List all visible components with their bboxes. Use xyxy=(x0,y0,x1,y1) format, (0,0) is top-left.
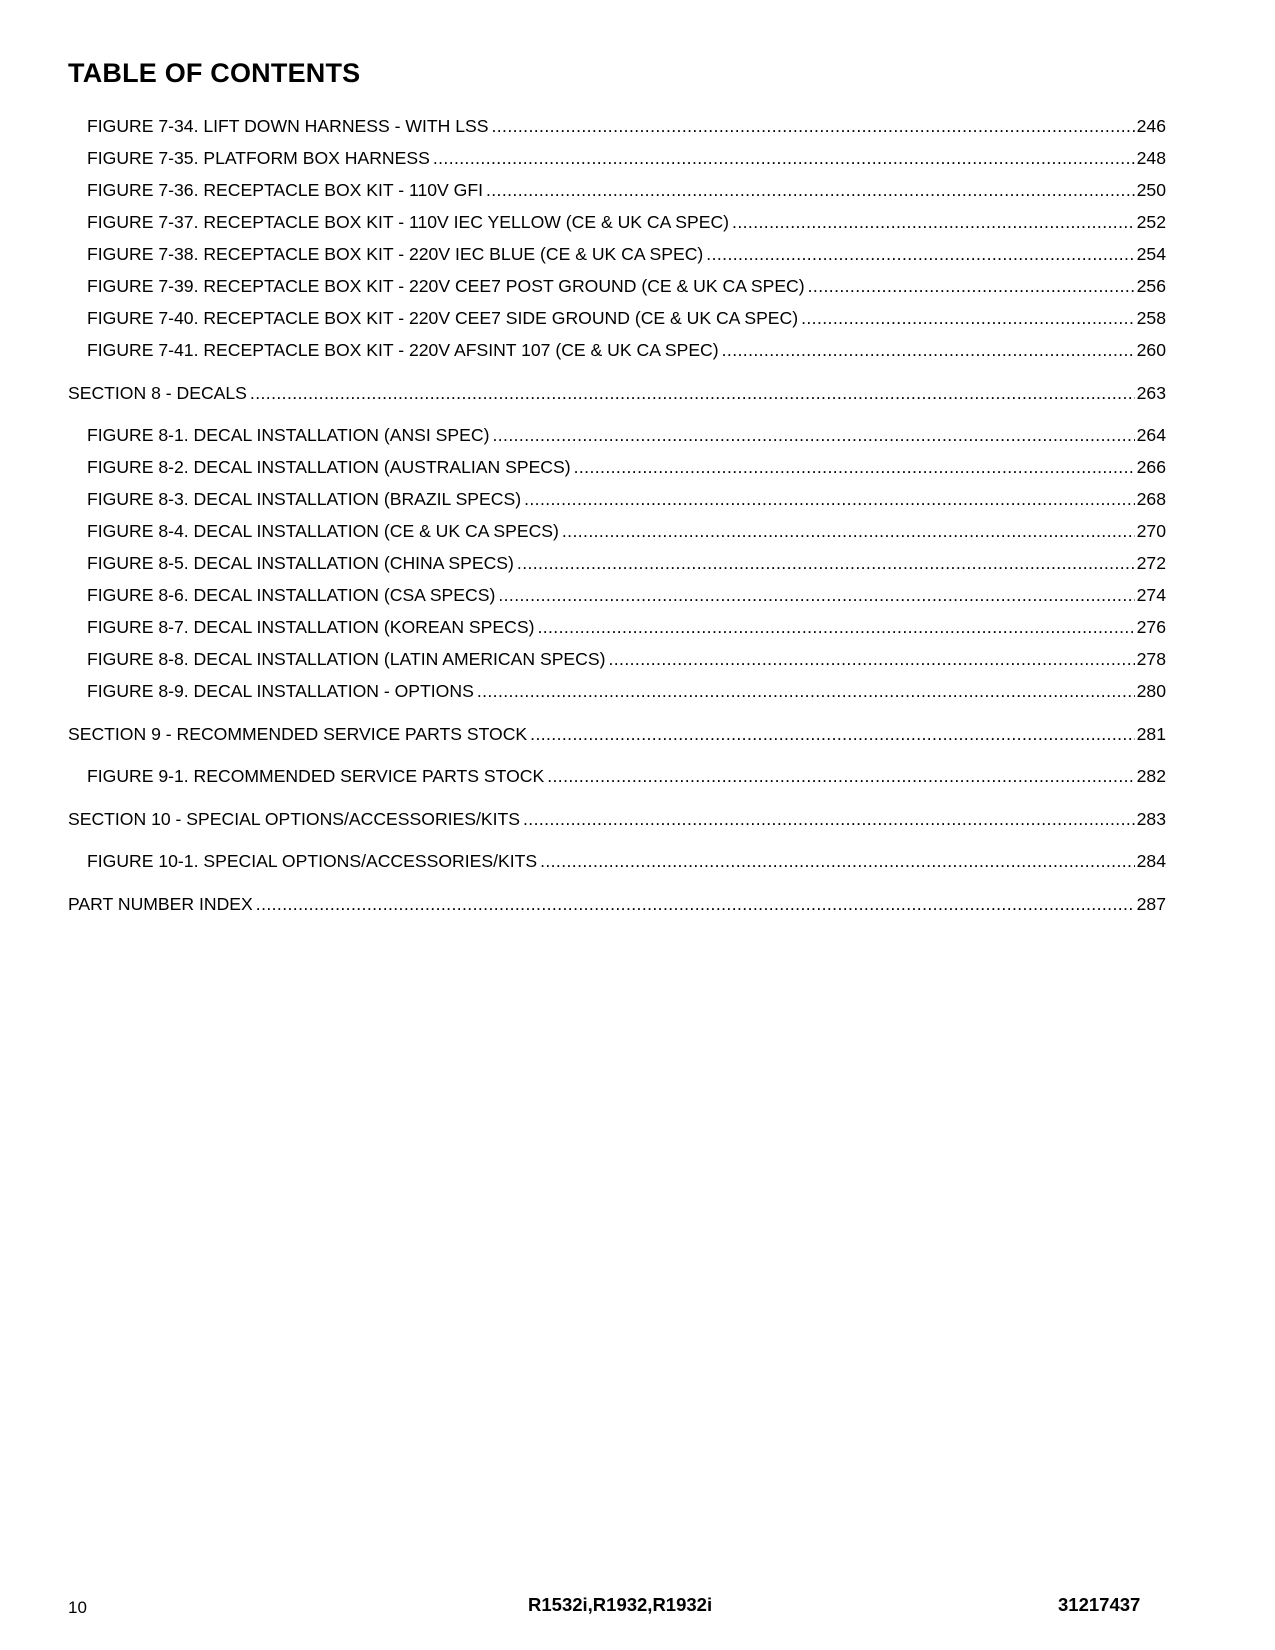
toc-entry-label: FIGURE 10-1. SPECIAL OPTIONS/ACCESSORIES/KITS xyxy=(87,851,538,871)
toc-entry-label: FIGURE 7-40. RECEPTACLE BOX KIT - 220V CEE7 SIDE GROUND (CE & UK CA SPEC) xyxy=(87,308,799,328)
toc-entry-figure-8-8[interactable] xyxy=(68,643,1166,675)
toc-entry-section-8[interactable] xyxy=(68,377,1166,409)
toc-entry-page: 263 xyxy=(1136,382,1166,403)
dot-leader xyxy=(517,547,1135,579)
toc-entry-page: 281 xyxy=(1136,723,1166,744)
toc-entry-figure-8-5[interactable] xyxy=(68,547,1166,579)
toc-entry-section-10[interactable] xyxy=(68,803,1166,835)
toc-entry-page: 254 xyxy=(1136,244,1166,264)
dot-leader xyxy=(498,579,1134,611)
toc-entry-page: 248 xyxy=(1136,148,1166,168)
toc-entry-page: 270 xyxy=(1136,521,1166,541)
toc-entry-label: FIGURE 8-8. DECAL INSTALLATION (LATIN AMERICAN SPECS) xyxy=(87,649,606,669)
toc-entry-label: SECTION 9 - RECOMMENDED SERVICE PARTS STOCK xyxy=(68,723,528,744)
toc-entry-figure-7-40[interactable] xyxy=(68,302,1166,334)
toc-entry-figure-7-36[interactable] xyxy=(68,174,1166,206)
dot-leader xyxy=(524,483,1135,515)
toc-entry-page: 260 xyxy=(1136,340,1166,360)
dot-leader xyxy=(801,302,1135,334)
toc-entry-label: FIGURE 8-4. DECAL INSTALLATION (CE & UK CA SPECS) xyxy=(87,521,559,541)
dot-leader xyxy=(250,377,1135,409)
toc-entry-label: SECTION 10 - SPECIAL OPTIONS/ACCESSORIES/KITS xyxy=(68,808,521,829)
dot-leader xyxy=(722,334,1135,366)
toc-entry-figure-8-2[interactable] xyxy=(68,451,1166,483)
toc-entry-label: FIGURE 8-6. DECAL INSTALLATION (CSA SPECS) xyxy=(87,585,496,605)
toc-entry-page: 284 xyxy=(1136,851,1166,871)
toc-list xyxy=(68,110,1166,930)
toc-entry-label: FIGURE 8-7. DECAL INSTALLATION (KOREAN SPECS) xyxy=(87,617,535,637)
toc-entry-label: FIGURE 8-1. DECAL INSTALLATION (ANSI SPEC) xyxy=(87,425,490,445)
toc-entry-page: 276 xyxy=(1136,617,1166,637)
toc-entry-page: 250 xyxy=(1136,180,1166,200)
toc-entry-label: FIGURE 8-2. DECAL INSTALLATION (AUSTRALIAN SPECS) xyxy=(87,457,571,477)
toc-entry-part-number-index[interactable] xyxy=(68,888,1166,920)
toc-entry-page: 246 xyxy=(1136,116,1166,136)
toc-entry-figure-7-34[interactable] xyxy=(68,110,1166,142)
toc-entry-page: 280 xyxy=(1136,681,1166,701)
toc-entry-label: FIGURE 8-3. DECAL INSTALLATION (BRAZIL SPECS) xyxy=(87,489,522,509)
dot-leader xyxy=(547,760,1134,792)
toc-entry-figure-8-3[interactable] xyxy=(68,483,1166,515)
footer-page-number: 10 xyxy=(68,1598,87,1617)
dot-leader xyxy=(732,206,1135,238)
toc-entry-page: 258 xyxy=(1136,308,1166,328)
toc-entry-figure-8-4[interactable] xyxy=(68,515,1166,547)
footer-model-names: R1532i,R1932,R1932i xyxy=(528,1594,713,1615)
toc-entry-figure-8-7[interactable] xyxy=(68,611,1166,643)
toc-entry-page: 274 xyxy=(1136,585,1166,605)
dot-leader xyxy=(562,515,1135,547)
dot-leader xyxy=(540,845,1135,877)
toc-entry-label: FIGURE 9-1. RECOMMENDED SERVICE PARTS STOCK xyxy=(87,766,545,786)
dot-leader xyxy=(256,888,1135,920)
dot-leader xyxy=(433,142,1135,174)
toc-entry-figure-7-38[interactable] xyxy=(68,238,1166,270)
page-title: TABLE OF CONTENTS xyxy=(68,58,361,88)
toc-entry-label: PART NUMBER INDEX xyxy=(68,893,253,914)
toc-entry-page: 283 xyxy=(1136,808,1166,829)
toc-entry-page: 272 xyxy=(1136,553,1166,573)
dot-leader xyxy=(477,675,1135,707)
toc-entry-page: 264 xyxy=(1136,425,1166,445)
toc-entry-figure-7-41[interactable] xyxy=(68,334,1166,366)
toc-entry-label: FIGURE 7-34. LIFT DOWN HARNESS - WITH LSS xyxy=(87,116,489,136)
toc-entry-label: SECTION 8 - DECALS xyxy=(68,382,247,403)
footer-document-number: 31217437 xyxy=(1058,1594,1141,1615)
toc-entry-label: FIGURE 8-9. DECAL INSTALLATION - OPTIONS xyxy=(87,681,474,701)
dot-leader xyxy=(537,611,1134,643)
toc-entry-page: 278 xyxy=(1136,649,1166,669)
toc-entry-label: FIGURE 7-37. RECEPTACLE BOX KIT - 110V IEC YELLOW (CE & UK CA SPEC) xyxy=(87,212,730,232)
toc-entry-page: 268 xyxy=(1136,489,1166,509)
dot-leader xyxy=(492,419,1134,451)
toc-entry-page: 282 xyxy=(1136,766,1166,786)
toc-entry-figure-9-1[interactable] xyxy=(68,760,1166,792)
toc-entry-label: FIGURE 7-36. RECEPTACLE BOX KIT - 110V GFI xyxy=(87,180,483,200)
toc-entry-label: FIGURE 7-35. PLATFORM BOX HARNESS xyxy=(87,148,430,168)
dot-leader xyxy=(574,451,1135,483)
dot-leader xyxy=(523,803,1135,835)
toc-entry-page: 252 xyxy=(1136,212,1166,232)
toc-entry-figure-8-1[interactable] xyxy=(68,419,1166,451)
toc-entry-page: 266 xyxy=(1136,457,1166,477)
dot-leader xyxy=(491,110,1134,142)
toc-entry-figure-7-39[interactable] xyxy=(68,270,1166,302)
toc-entry-figure-10-1[interactable] xyxy=(68,845,1166,877)
toc-entry-label: FIGURE 7-39. RECEPTACLE BOX KIT - 220V CEE7 POST GROUND (CE & UK CA SPEC) xyxy=(87,276,805,296)
toc-entry-figure-7-35[interactable] xyxy=(68,142,1166,174)
toc-entry-section-9[interactable] xyxy=(68,718,1166,750)
toc-entry-label: FIGURE 8-5. DECAL INSTALLATION (CHINA SPECS) xyxy=(87,553,514,573)
toc-entry-figure-8-9[interactable] xyxy=(68,675,1166,707)
toc-entry-page: 256 xyxy=(1136,276,1166,296)
page-footer xyxy=(0,1594,1275,1616)
dot-leader xyxy=(486,174,1135,206)
toc-entry-label: FIGURE 7-38. RECEPTACLE BOX KIT - 220V IEC BLUE (CE & UK CA SPEC) xyxy=(87,244,704,264)
toc-entry-figure-8-6[interactable] xyxy=(68,579,1166,611)
toc-entry-figure-7-37[interactable] xyxy=(68,206,1166,238)
dot-leader xyxy=(706,238,1134,270)
dot-leader xyxy=(608,643,1134,675)
dot-leader xyxy=(808,270,1135,302)
toc-entry-page: 287 xyxy=(1136,893,1166,914)
toc-entry-label: FIGURE 7-41. RECEPTACLE BOX KIT - 220V AFSINT 107 (CE & UK CA SPEC) xyxy=(87,340,719,360)
dot-leader xyxy=(530,718,1134,750)
